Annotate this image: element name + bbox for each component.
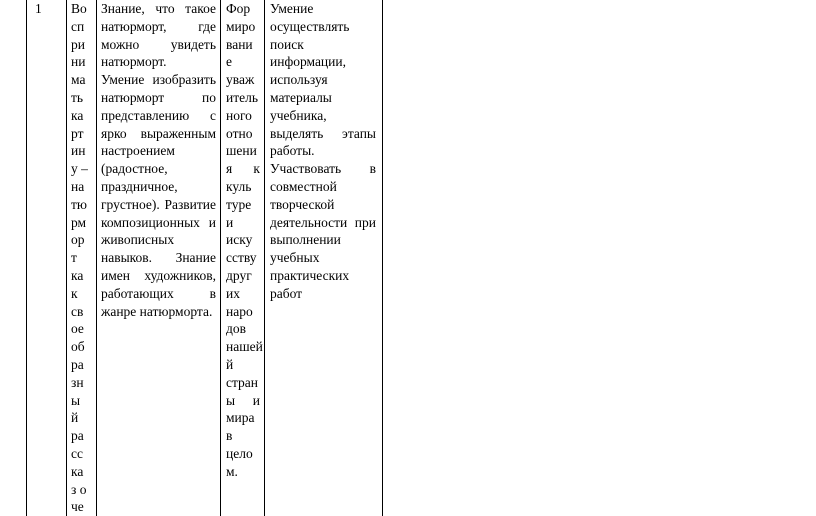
knowledge-cell [101, 0, 216, 320]
topic-line: на [71, 178, 85, 194]
skills-line: поиск [270, 36, 304, 52]
topic-line: ор [71, 232, 85, 248]
values-line: ного [226, 107, 252, 123]
skills-line: работ [270, 285, 303, 301]
topic-line: св [71, 303, 84, 319]
skills-line: материалы [270, 89, 332, 105]
skills-cell [270, 0, 376, 303]
topic-line: ка [71, 107, 84, 123]
knowledge-line: настроением [101, 143, 175, 159]
skills-line: учебных [270, 250, 320, 266]
values-line: куль [226, 178, 252, 194]
knowledge-line: натюрморт по [101, 89, 216, 105]
topic-line: у – [71, 161, 88, 177]
values-line: нашей [226, 339, 263, 355]
values-line: туре [226, 196, 252, 212]
topic-line: ра [71, 356, 84, 372]
topic-line: ра [71, 428, 84, 444]
knowledge-line: грустное). Развитие [101, 196, 216, 212]
knowledge-line: навыков. Знание [101, 250, 216, 266]
skills-line: практических [270, 267, 350, 283]
values-line: ы и [226, 392, 260, 408]
skills-line: работы. [270, 143, 315, 159]
lesson-number: 1 [35, 1, 42, 16]
values-line: миро [226, 18, 256, 34]
topic-line: Во [71, 1, 87, 16]
knowledge-line: Умение изобразить [101, 72, 216, 88]
topic-line: ка [71, 463, 84, 479]
values-cell [226, 0, 263, 481]
values-line: сству [226, 250, 257, 266]
column-divider-2 [96, 0, 97, 516]
topic-line: з о [71, 481, 87, 497]
values-line: я к [226, 161, 260, 177]
values-line: наро [226, 303, 253, 319]
skills-line: совместной [270, 178, 337, 194]
values-line: их [226, 285, 240, 301]
topic-line: ри [71, 36, 85, 52]
values-line: й [226, 356, 234, 372]
knowledge-line: представлению с [101, 107, 216, 123]
values-line: иску [226, 232, 253, 248]
knowledge-line: натюрморт, где [101, 18, 216, 34]
topic-line: ть [71, 89, 84, 105]
values-line: друг [226, 267, 252, 283]
knowledge-line: работающих в [101, 285, 216, 301]
values-line: цело [226, 445, 253, 461]
table-border-left [26, 0, 27, 516]
knowledge-line: натюрморт. [101, 54, 167, 70]
skills-line: информации, [270, 54, 346, 70]
values-line: шени [226, 143, 257, 159]
topic-line: ка [71, 267, 84, 283]
topic-line: об [71, 339, 85, 355]
knowledge-line: можно увидеть [101, 36, 216, 52]
knowledge-line: Знание, что такое [101, 1, 216, 16]
topic-line: ма [71, 72, 86, 88]
values-line: отно [226, 125, 253, 141]
topic-line: сп [71, 18, 85, 34]
topic-line: сс [71, 445, 83, 461]
lesson-topic-cell [71, 0, 93, 516]
column-divider-1 [66, 0, 67, 516]
knowledge-line: ярко выраженным [101, 125, 216, 141]
values-line: уваж [226, 72, 255, 88]
values-line: дов [226, 321, 246, 337]
knowledge-line: имен художников, [101, 267, 216, 283]
values-line: вани [226, 36, 253, 52]
values-line: Фор [226, 1, 251, 16]
values-line: и [226, 214, 234, 230]
skills-line: деятельности при [270, 214, 376, 230]
values-line: итель [226, 89, 259, 105]
topic-line: ин [71, 143, 86, 159]
skills-line: используя [270, 72, 328, 88]
topic-line: рт [71, 125, 84, 141]
knowledge-line: жанре натюрморта. [101, 303, 213, 319]
knowledge-line: композиционных и [101, 214, 216, 230]
topic-line: ы [71, 392, 81, 408]
values-line: е [226, 54, 232, 70]
values-line: в [226, 428, 233, 444]
skills-line: выполнении [270, 232, 341, 248]
knowledge-line: живописных [101, 232, 175, 248]
topic-line: ое [71, 321, 84, 337]
topic-line: т [71, 250, 77, 266]
column-divider-3 [220, 0, 221, 516]
values-line: стран [226, 374, 259, 390]
topic-line: ни [71, 54, 86, 70]
topic-line: рм [71, 214, 87, 230]
topic-line: к [71, 285, 78, 301]
skills-line: творческой [270, 196, 335, 212]
skills-line: выделять этапы [270, 125, 376, 141]
knowledge-line: праздничное, [101, 178, 178, 194]
skills-line: осуществлять [270, 18, 350, 34]
lesson-number-cell [35, 0, 63, 18]
skills-line: учебника, [270, 107, 327, 123]
skills-line: Умение [270, 1, 314, 16]
column-divider-4 [264, 0, 265, 516]
values-line: мира [226, 410, 255, 426]
topic-line: тю [71, 196, 87, 212]
table-border-right [382, 0, 383, 516]
topic-line: й [71, 410, 79, 426]
topic-line: че [71, 499, 84, 515]
topic-line: зн [71, 374, 84, 390]
knowledge-line: (радостное, [101, 161, 168, 177]
values-line: м. [226, 463, 238, 479]
skills-line: Участвовать в [270, 161, 376, 177]
